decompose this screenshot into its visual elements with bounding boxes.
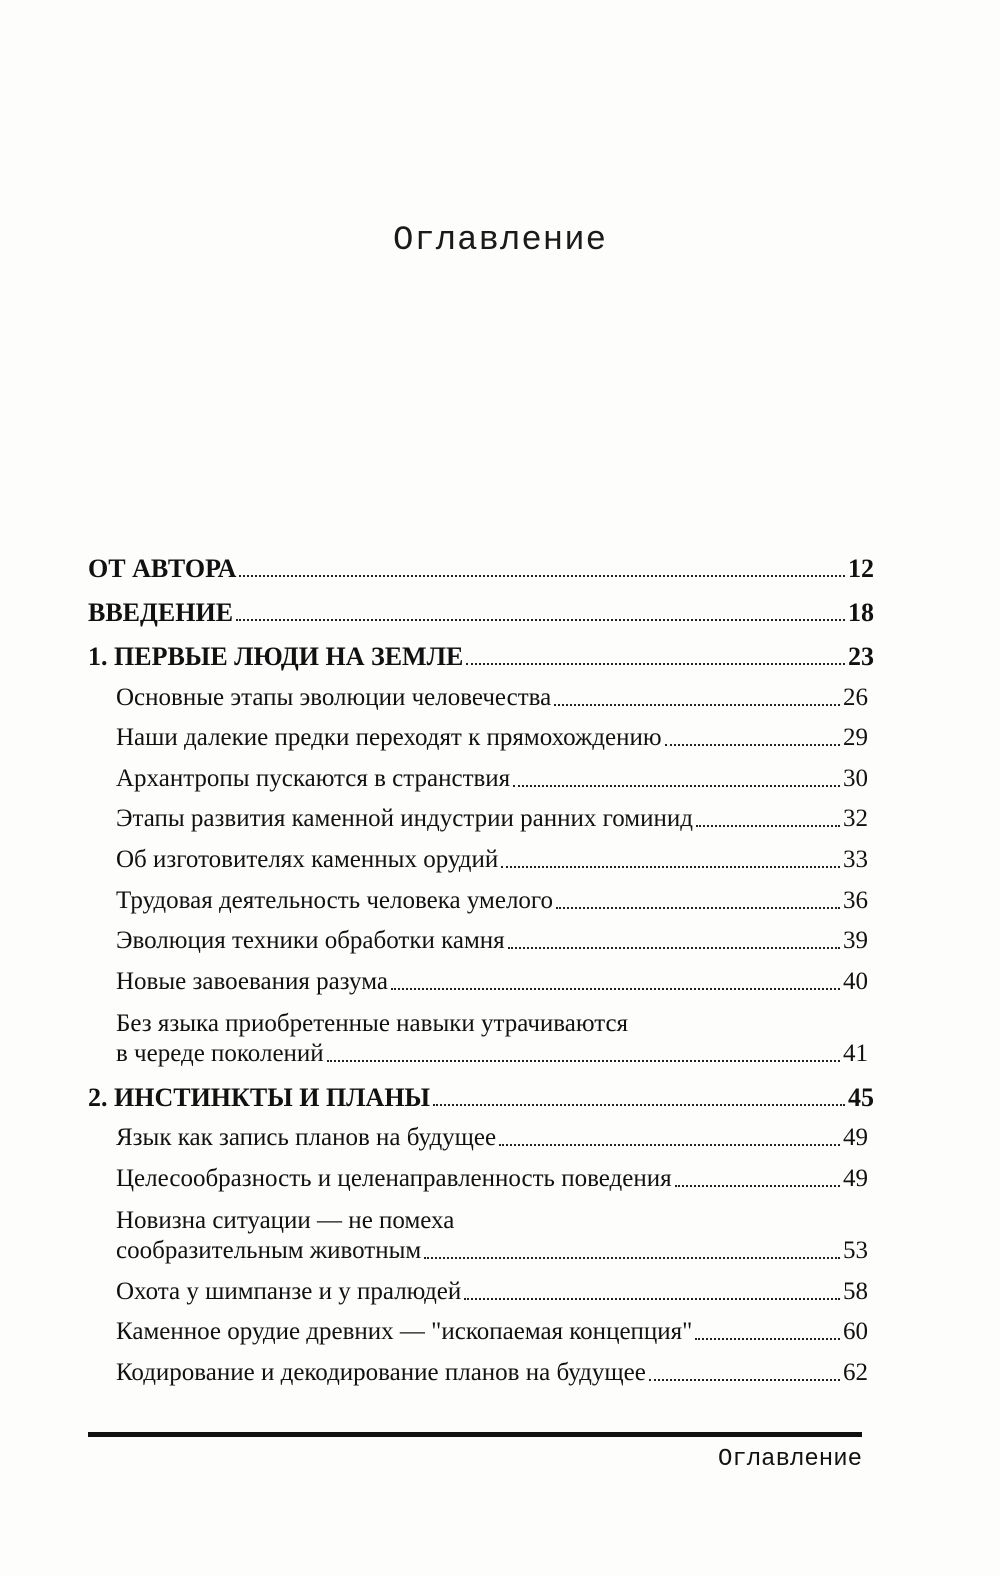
toc-section[interactable] — [88, 1347, 868, 1388]
toc-entry-title: Кодирование и декодирование планов на будущее — [116, 1358, 646, 1386]
dot-leader — [675, 1185, 840, 1187]
toc-entry-page: 30 — [843, 764, 868, 792]
toc-section[interactable] — [88, 834, 868, 875]
dot-leader — [466, 663, 845, 665]
toc-entry-page: 53 — [843, 1236, 868, 1264]
toc-entry-page: 32 — [843, 805, 868, 833]
dot-leader — [513, 785, 840, 787]
toc-entry-title-line2: сообразительным животным — [116, 1236, 422, 1264]
toc-entry-title: 1. ПЕРВЫЕ ЛЮДИ НА ЗЕМЛЕ — [88, 642, 464, 671]
dot-leader — [236, 619, 845, 621]
toc-entry-page: 39 — [843, 927, 868, 955]
dot-leader — [424, 1257, 840, 1259]
toc-chapter-from-author[interactable] — [88, 540, 874, 584]
toc-section[interactable] — [88, 794, 868, 835]
toc-entry-title: Каменное орудие древних — "ископаемая концепция" — [116, 1318, 693, 1346]
toc-entry-title: Целесообразность и целенаправленность поведения — [116, 1164, 672, 1192]
toc-entry-last-line — [116, 1236, 868, 1266]
toc-entry-title: 2. ИНСТИНКТЫ И ПЛАНЫ — [88, 1082, 431, 1112]
toc-entry-page: 18 — [848, 598, 874, 627]
toc-entry-title: Охота у шимпанзе и у пралюдей — [116, 1277, 462, 1305]
dot-leader — [695, 1338, 840, 1340]
toc-entry-page: 62 — [843, 1358, 868, 1386]
toc-section[interactable] — [88, 1153, 868, 1194]
toc-entry-page: 33 — [843, 845, 868, 873]
dot-leader — [464, 1298, 840, 1300]
toc-entry-title: Архантропы пускаются в странствия — [116, 764, 511, 792]
toc-entry-page: 58 — [843, 1277, 868, 1305]
page-title: Оглавление — [392, 222, 608, 260]
toc-entry-title: Наши далекие предки переходят к прямохождению — [116, 724, 662, 752]
toc-entry-title: Язык как запись планов на будущее — [116, 1124, 497, 1152]
toc-entry-page: 49 — [843, 1124, 868, 1152]
dot-leader — [649, 1379, 840, 1381]
toc-section[interactable] — [88, 713, 868, 754]
toc-section[interactable] — [88, 875, 868, 916]
toc-section[interactable] — [88, 1266, 868, 1307]
toc-entry-page: 45 — [848, 1082, 874, 1112]
toc-entry-title: ОТ АВТОРА — [88, 554, 237, 583]
toc-entry-title: ВВЕДЕНИЕ — [88, 598, 234, 627]
toc-chapter-1[interactable] — [88, 628, 874, 672]
toc-entry-title-line1: Новизна ситуации — не помеха — [116, 1206, 455, 1234]
toc-section[interactable] — [88, 997, 868, 1069]
dot-leader — [433, 1104, 845, 1106]
table-of-contents — [88, 540, 874, 1388]
toc-section[interactable] — [88, 956, 868, 997]
toc-entry-title-wrap — [116, 1206, 868, 1266]
dot-leader — [239, 575, 845, 577]
dot-leader — [327, 1060, 840, 1062]
toc-entry-page: 40 — [843, 967, 868, 995]
toc-entry-title: Новые завоевания разума — [116, 967, 388, 995]
toc-section[interactable] — [88, 672, 868, 713]
toc-entry-page: 41 — [843, 1039, 868, 1067]
dot-leader — [665, 744, 840, 746]
toc-entry-title-wrap — [116, 1009, 868, 1069]
toc-entry-page: 60 — [843, 1318, 868, 1346]
toc-entry-title: Эволюция техники обработки камня — [116, 927, 505, 955]
toc-entry-title: Трудовая деятельность человека умелого — [116, 886, 554, 914]
footer-rule — [88, 1432, 862, 1437]
toc-entry-page: 29 — [843, 724, 868, 752]
dot-leader — [696, 825, 840, 827]
toc-entry-title-line2: в череде поколений — [116, 1039, 324, 1067]
toc-entry-last-line — [116, 1039, 868, 1069]
toc-entry-page: 49 — [843, 1164, 868, 1192]
dot-leader — [499, 1144, 840, 1146]
toc-entry-page: 23 — [848, 642, 874, 671]
toc-section[interactable] — [88, 753, 868, 794]
toc-section[interactable] — [88, 1307, 868, 1348]
toc-entry-title-line1: Без языка приобретенные навыки утрачиваются — [116, 1009, 629, 1037]
dot-leader — [508, 947, 840, 949]
dot-leader — [556, 907, 840, 909]
running-footer: Оглавление — [717, 1446, 862, 1473]
toc-chapter-introduction[interactable] — [88, 584, 874, 628]
toc-section[interactable] — [88, 916, 868, 957]
toc-entry-page: 36 — [843, 886, 868, 914]
toc-section[interactable] — [88, 1113, 868, 1154]
toc-entry-title: Основные этапы эволюции человечества — [116, 683, 552, 711]
dot-leader — [501, 866, 840, 868]
dot-leader — [391, 988, 840, 990]
toc-entry-title: Этапы развития каменной индустрии ранних гоминид — [116, 805, 693, 833]
toc-section[interactable] — [88, 1194, 868, 1266]
toc-entry-page: 12 — [848, 554, 874, 583]
toc-entry-title: Об изготовителях каменных орудий — [116, 845, 499, 873]
toc-entry-page: 26 — [843, 683, 868, 711]
dot-leader — [554, 704, 840, 706]
toc-chapter-2[interactable] — [88, 1069, 874, 1113]
